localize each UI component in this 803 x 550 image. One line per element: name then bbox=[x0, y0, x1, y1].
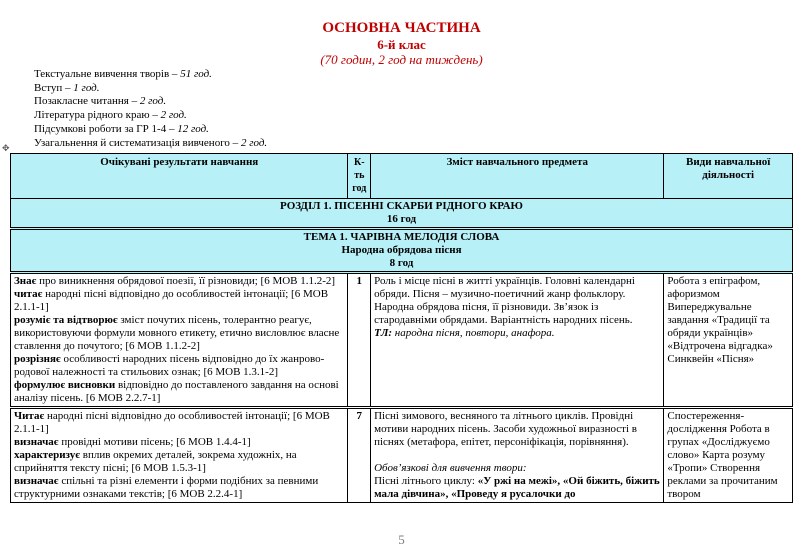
table-row bbox=[11, 408, 793, 503]
topic-title: ТЕМА 1. ЧАРІВНА МЕЛОДІЯ СЛОВА bbox=[303, 231, 500, 243]
terms-line bbox=[374, 327, 660, 340]
works-titles: «У ржі на межі», «Ой біжить, біжить мала дівчина», «Проведу я русалочки до bbox=[374, 475, 660, 500]
topic-hours: 8 год bbox=[389, 257, 414, 269]
outcome-verb: розрізняє bbox=[14, 353, 61, 365]
summary-value: 2 год. bbox=[160, 109, 187, 122]
table-header-row bbox=[11, 154, 793, 199]
hours-cell: 7 bbox=[348, 408, 371, 503]
outcome-text: народні пісні відповідно до особливостей інтонації; [6 МОВ 2.1.1-1] bbox=[14, 410, 330, 435]
outcome-verb: характеризує bbox=[14, 449, 80, 461]
summary-value: 12 год. bbox=[177, 122, 209, 135]
page-title: ОСНОВНА ЧАСТИНА bbox=[322, 20, 481, 36]
table-row bbox=[11, 273, 793, 408]
outcomes-cell bbox=[11, 273, 348, 408]
content-text: Пісні зимового, весняного та літнього циклів. Провідні мотиви народних пісень. Засоби художньої виразності в піснях (метафора, епітет, персоніфікація, порівняння). bbox=[374, 410, 637, 448]
activities-cell: Спостереження-дослідження Робота в групах «Досліджуємо слово» Карта розуму «Тропи» Створення реклами за прочитаним твором bbox=[664, 408, 793, 503]
outcomes-cell bbox=[11, 408, 348, 503]
header-hours: К-ть год bbox=[348, 154, 371, 199]
topic-cell bbox=[11, 229, 793, 273]
summary-label: Вступ – bbox=[34, 81, 74, 94]
summary-label: Текстуальне вивчення творів – bbox=[34, 68, 181, 80]
page-number: 5 bbox=[398, 532, 405, 547]
topic-subtitle: Народна обрядова пісня bbox=[341, 244, 462, 256]
outcome-item bbox=[14, 475, 344, 501]
outcome-text: народні пісні відповідно до особливостей інтонації; [6 МОВ 2.1.1-1] bbox=[14, 288, 329, 313]
outcome-item bbox=[14, 410, 344, 436]
works-prefix: Пісні літнього циклу: bbox=[374, 475, 478, 487]
header-content: Зміст навчального предмета bbox=[371, 154, 664, 199]
content-cell bbox=[371, 273, 664, 408]
hours-subtitle: (70 годин, 2 год на тиждень) bbox=[320, 52, 483, 67]
outcome-text: зміст почутих пісень, толерантно реагує, використовуючи формули мовного етикету, етично висловлює власне ставлення до почутого; [6 МОВ 1.1.2-2] bbox=[14, 314, 340, 352]
summary-line bbox=[34, 68, 267, 82]
summary-value: 2 год. bbox=[240, 136, 268, 149]
table-move-handle-icon[interactable]: ✥ bbox=[2, 144, 10, 154]
spacer bbox=[374, 449, 660, 462]
summary-value: 51 год. bbox=[180, 68, 212, 80]
outcome-text: про виникнення обрядової поезії, її різновиди; [6 МОВ 1.1.2-2] bbox=[36, 275, 336, 287]
outcome-text: вплив окремих деталей, зокрема художніх, на сприйняття тексту пісні; [6 МОВ 1.5.3-1] bbox=[14, 449, 297, 474]
outcome-item bbox=[14, 314, 344, 353]
content-text: Роль і місце пісні в житті українців. Головні календарні обряди. Пісня – музично-поетичний жанр фольклору. Народна обрядова пісня, її різновиди. Зв’язок із стародавніми обрядами. Варіантність народних пісень. bbox=[374, 275, 635, 326]
summary-value: 1 год. bbox=[73, 81, 100, 94]
outcome-verb: формулює висновки bbox=[14, 379, 116, 391]
terms-text: народна пісня, повтори, анафора. bbox=[392, 327, 555, 339]
section-title: РОЗДІЛ 1. ПІСЕННІ СКАРБИ РІДНОГО КРАЮ bbox=[280, 200, 523, 212]
header-outcomes: Очікувані результати навчання bbox=[11, 154, 348, 199]
content-cell bbox=[371, 408, 664, 503]
outcome-verb: читає bbox=[14, 288, 43, 300]
outcome-item bbox=[14, 449, 344, 475]
outcome-item bbox=[14, 379, 344, 405]
summary-label: Література рідного краю – bbox=[34, 109, 161, 122]
summary-line bbox=[34, 95, 267, 109]
outcome-item bbox=[14, 275, 344, 288]
topic-row bbox=[11, 229, 793, 273]
header-activities: Види навчальної діяльності bbox=[664, 154, 793, 199]
outcome-item bbox=[14, 436, 344, 449]
outcome-verb: розуміє та відтворює bbox=[14, 314, 118, 326]
section-cell bbox=[11, 199, 793, 229]
hours-cell: 1 bbox=[348, 273, 371, 408]
activities-cell: Робота з епіграфом, афоризмом Випереджувальне завдання «Традиції та обряди українців» «Відтрочена відгадка» Синквейн «Пісня» bbox=[664, 273, 793, 408]
summary-line bbox=[34, 123, 267, 137]
section-row bbox=[11, 199, 793, 229]
outcome-item bbox=[14, 353, 344, 379]
outcome-verb: визначає bbox=[14, 436, 59, 448]
summary-line bbox=[34, 109, 267, 123]
terms-label: ТЛ: bbox=[374, 327, 393, 339]
summary-value: 2 год. bbox=[139, 95, 167, 108]
summary-label: Позакласне читання – bbox=[34, 95, 140, 108]
outcome-item bbox=[14, 288, 344, 314]
outcome-verb: Знає bbox=[14, 275, 37, 287]
summary-label: Узагальнення й систематизація вивченого – bbox=[34, 136, 241, 149]
works-list bbox=[374, 475, 660, 501]
outcome-text: провідні мотиви пісень; [6 МОВ 1.4.4-1] bbox=[58, 436, 251, 448]
outcome-text: особливості народних пісень відповідно до їх жанрово-родової належності та стильових ознак; [6 МОВ 1.3.1-2] bbox=[14, 353, 325, 378]
summary-line bbox=[34, 137, 267, 151]
outcome-verb: Читає bbox=[14, 410, 45, 422]
outcome-text: спільні та різні елементи і форми подібних за певними структурними ознаками текстів; [6 МОВ 2.2.4-1] bbox=[14, 475, 319, 500]
hours-summary bbox=[34, 68, 267, 150]
outcome-verb: визначає bbox=[14, 475, 59, 487]
section-hours: 16 год bbox=[386, 213, 417, 225]
summary-label: Підсумкові роботи за ГР 1-4 – bbox=[34, 122, 178, 135]
curriculum-table bbox=[10, 153, 793, 503]
summary-line bbox=[34, 82, 267, 96]
grade-subtitle: 6-й клас bbox=[377, 37, 426, 52]
required-works-label: Обов’язкові для вивчення твори: bbox=[374, 462, 527, 474]
outcome-text: відповідно до поставленого завдання на основі аналізу пісень. [6 МОВ 2.2.7-1] bbox=[14, 379, 339, 404]
